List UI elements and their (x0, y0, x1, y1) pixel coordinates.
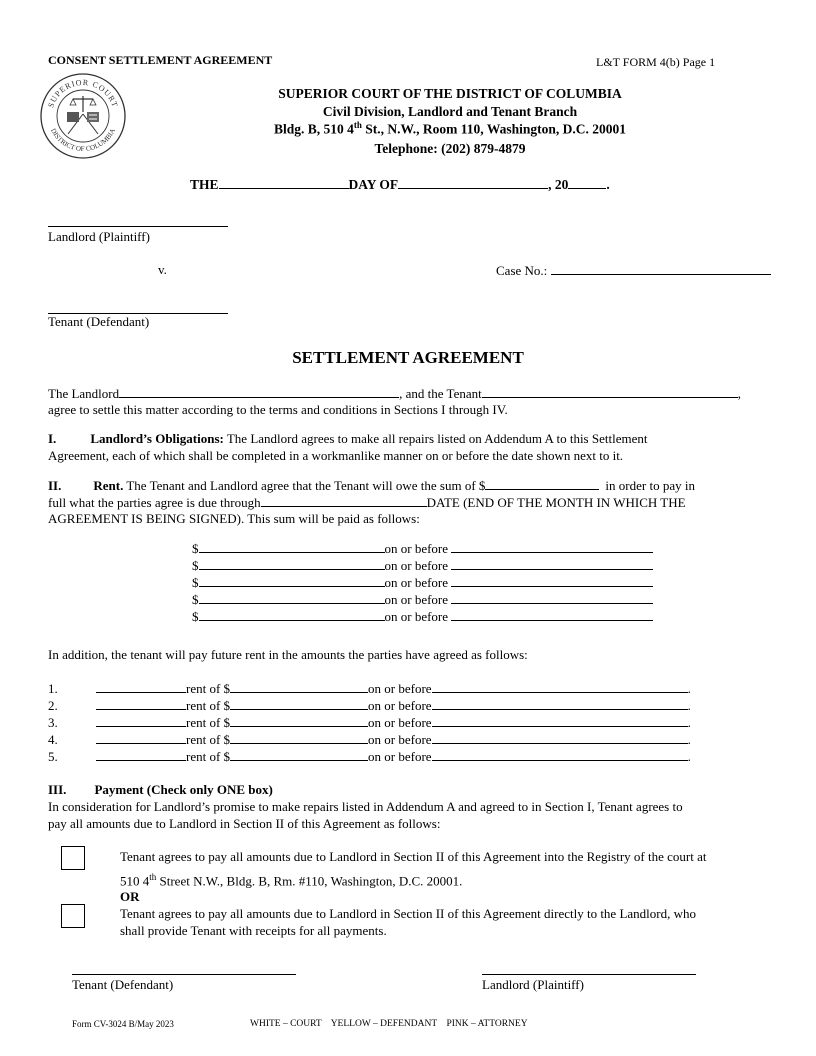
registry-payment-checkbox[interactable] (61, 846, 85, 870)
payment-date-field[interactable] (451, 608, 653, 621)
direct-payment-checkbox[interactable] (61, 904, 85, 928)
form-title: CONSENT SETTLEMENT AGREEMENT (48, 53, 273, 67)
future-rent-row: 4. rent of $ on or before . (48, 732, 691, 747)
payment-amount-field[interactable] (199, 591, 385, 604)
intro-landlord-field[interactable] (119, 385, 399, 398)
option-2-line-1: Tenant agrees to pay all amounts due to Landlord in Section II of this Agreement directly to the Landlord, who (120, 906, 696, 921)
payment-date-field[interactable] (451, 557, 653, 570)
due-through-field[interactable] (261, 494, 427, 507)
section-2-line-3: AGREEMENT IS BEING SIGNED). This sum will be paid as follows: (48, 511, 420, 526)
future-rent-period-field[interactable] (96, 680, 186, 693)
payment-row: $ on or before (192, 557, 653, 574)
intro-line-2: agree to settle this matter according to the terms and conditions in Sections I through IV. (48, 402, 508, 417)
payment-amount-field[interactable] (199, 540, 385, 553)
section-1-line-1: I. Landlord’s Obligations: The Landlord agrees to make all repairs listed on Addendum A to this Settlement (48, 431, 648, 446)
court-address: Bldg. B, 510 4th St., N.W., Room 110, Washington, D.C. 20001 (274, 120, 626, 137)
court-seal-icon (38, 72, 128, 160)
section-1-line-2: Agreement, each of which shall be completed in a workmanlike manner on or before the date shown next to it. (48, 448, 624, 463)
future-rent-period-field[interactable] (96, 748, 186, 761)
future-rent-amount-field[interactable] (230, 680, 368, 693)
payment-amount-field[interactable] (199, 574, 385, 587)
landlord-signature-label: Landlord (Plaintiff) (482, 977, 584, 992)
tenant-signature-field[interactable] (72, 974, 296, 975)
year-field[interactable] (568, 176, 606, 189)
court-name: SUPERIOR COURT OF THE DISTRICT OF COLUMBIA (278, 86, 622, 101)
future-rent-amount-field[interactable] (230, 731, 368, 744)
landlord-label: Landlord (Plaintiff) (48, 229, 150, 244)
payment-row: $ on or before (192, 608, 653, 625)
future-rent-date-field[interactable] (432, 731, 688, 744)
future-rent-date-field[interactable] (432, 748, 688, 761)
copy-distribution: WHITE – COURT YELLOW – DEFENDANT PINK – ATTORNEY (250, 1019, 528, 1029)
payment-row: $ on or before (192, 591, 653, 608)
intro-tenant-field[interactable] (482, 385, 738, 398)
payment-row: $ on or before (192, 574, 653, 591)
day-field[interactable] (219, 176, 349, 189)
future-rent-period-field[interactable] (96, 697, 186, 710)
section-2-line-2: full what the parties agree is due through DATE (END OF THE MONTH IN WHICH THE (48, 495, 686, 510)
seal-bottom-text: DISTRICT OF COLUMBIA (48, 127, 118, 154)
intro-line-1: The Landlord , and the Tenant , (48, 386, 741, 401)
month-field[interactable] (398, 176, 548, 189)
court-division: Civil Division, Landlord and Tenant Branch (322, 104, 578, 119)
payment-row: $ on or before (192, 540, 653, 557)
section-2-line-1: II. Rent. The Tenant and Landlord agree that the Tenant will owe the sum of $ in order to pay in (48, 478, 695, 493)
option-1-line-2: 510 4th Street N.W., Bldg. B, Rm. #110, Washington, D.C. 20001. (120, 872, 463, 889)
payment-amount-field[interactable] (199, 608, 385, 621)
rent-total-field[interactable] (485, 477, 599, 490)
tenant-label: Tenant (Defendant) (48, 314, 150, 329)
form-code: L&T FORM 4(b) Page 1 (596, 55, 716, 69)
future-rent-amount-field[interactable] (230, 748, 368, 761)
future-rent-row: 3. rent of $ on or before . (48, 715, 691, 730)
landlord-signature-field[interactable] (482, 974, 696, 975)
case-number-field[interactable] (551, 262, 771, 275)
form-number: Form CV-3024 B/May 2023 (72, 1019, 174, 1029)
tenant-signature-label: Tenant (Defendant) (72, 977, 174, 992)
agreement-title: SETTLEMENT AGREEMENT (292, 348, 524, 367)
svg-text:DISTRICT OF COLUMBIA (49, 127, 117, 153)
seal-top-text: SUPERIOR COURT (46, 77, 120, 109)
payment-date-field[interactable] (451, 540, 653, 553)
future-rent-date-field[interactable] (432, 714, 688, 727)
payment-date-field[interactable] (451, 574, 653, 587)
section-3-line-1: In consideration for Landlord’s promise to make repairs listed in Addendum A and agreed to in Section I, Tenant agrees to (48, 799, 683, 814)
future-rent-row: 5. rent of $ on or before . (48, 749, 691, 764)
court-telephone: Telephone: (202) 879-4879 (374, 141, 526, 156)
option-2-line-2: shall provide Tenant with receipts for all payments. (120, 923, 387, 938)
future-rent-period-field[interactable] (96, 731, 186, 744)
payment-amount-field[interactable] (199, 557, 385, 570)
date-line: THE DAY OF , 20 . (190, 177, 610, 192)
section-3-line-2: pay all amounts due to Landlord in Section II of this Agreement as follows: (48, 816, 441, 831)
option-1-line-1: Tenant agrees to pay all amounts due to Landlord in Section II of this Agreement into the Registry of the court at (120, 849, 707, 864)
case-number: Case No.: (496, 262, 771, 279)
versus-label: v. (158, 262, 167, 277)
or-label: OR (120, 889, 140, 904)
future-rent-date-field[interactable] (432, 680, 688, 693)
landlord-name-field[interactable] (48, 226, 228, 227)
future-rent-row: 2. rent of $ on or before . (48, 698, 691, 713)
future-rent-amount-field[interactable] (230, 697, 368, 710)
future-rent-row: 1. rent of $ on or before . (48, 681, 691, 696)
section-3-heading: III. Payment (Check only ONE box) (48, 782, 273, 797)
future-rent-intro: In addition, the tenant will pay future rent in the amounts the parties have agreed as follows: (48, 647, 528, 662)
payment-date-field[interactable] (451, 591, 653, 604)
future-rent-period-field[interactable] (96, 714, 186, 727)
future-rent-amount-field[interactable] (230, 714, 368, 727)
future-rent-date-field[interactable] (432, 697, 688, 710)
